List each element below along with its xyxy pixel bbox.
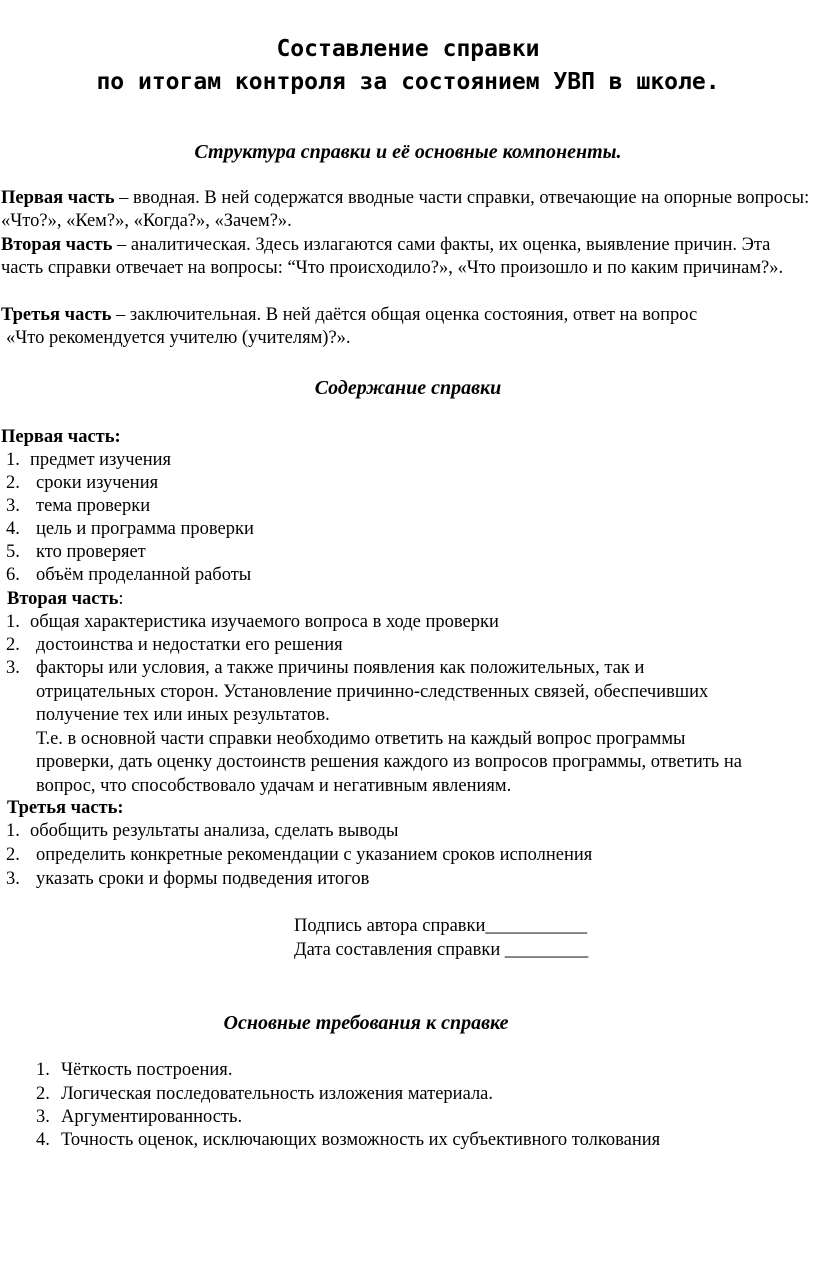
signature-date-line: Дата составления справки _________ [294, 940, 589, 960]
structure-part2-paragraph [1, 234, 813, 281]
requirements-heading: Основные требования к справке [223, 1012, 509, 1034]
structure-part3-paragraph [1, 304, 813, 351]
document-title-line-2: по итогам контроля за состоянием УВП в школе. [96, 69, 720, 95]
structure-part1-label: Первая часть [1, 188, 115, 208]
structure-part3-text2: «Что рекомендуется учителю (учителям)?». [6, 328, 351, 349]
structure-part1-text: – вводная. В ней содержатся вводные части справки, отвечающие на опорные вопросы: «Что?», «Кем?», «Когда?», «Зачем?». [1, 188, 810, 232]
structure-part3-text: – заключительная. В ней даётся общая оценка состояния, ответ на вопрос [111, 305, 698, 325]
document-page: Составление справки по итогам контроля за состоянием УВП в школе. Структура справки и её основные компоненты. Первая часть – вводная. В ней содержатся вводные части справки, отвечающие на опорные вопросы: «Что?», «Кем?», «Когда?», «Зачем?». Вторая часть – аналитическая. Здесь излагаются сами факты, их оценка, выявление причин. Эта часть справки отвечает на вопросы: “Что происходило?», «Что произошло и по каким причинам?». Третья часть – заключительная. В ней даётся общая оценка состояния, ответ на вопрос «Что рекомендуется учителю (учителям)?». Содержание справки Первая часть: 1. предмет изучения 2. сроки изучения 3. тема проверки 4. цель и программа проверки 5. кто проверяет 6. объём проделанной работы Вторая часть: 1. общая характеристика изучаемого вопроса в ходе проверки 2. достоинства и недостатки его решения 3. факторы или условия, а также причины появления как положительных, так и отрицательных сторон. Установление причинно-следственных связей, обеспечивших получение тех или иных результатов. Т.е. в основной части справки необходимо ответить на каждый вопрос программы проверки, дать оценку достоинств решения каждого из вопросов программы, ответить на вопрос, что способствовало удачам и негативным явлениям. Третья часть: 1. обобщить результаты анализа, сделать выводы 2. определить конкретные рекомендации с указанием сроков исполнения 3. указать сроки и формы подведения итогов Подпись автора справки___________ Дата составления справки _________ Основные требования к справке 1. Чёткость построения. 2. Логическая последовательность изложения материала. 3. Аргументированность. 4. Точность оценок, исключающих возможность их субъективного толкования [0, 0, 816, 1270]
structure-heading: Структура справки и её основные компоненты. [194, 141, 622, 163]
content-heading: Содержание справки [314, 377, 502, 399]
structure-part3-label: Третья часть [1, 305, 112, 325]
content-part3-label: Третья часть: [7, 798, 124, 818]
structure-part1-paragraph [1, 187, 813, 234]
document-title-line-1: Составление справки [276, 36, 540, 62]
content-part2-label: Вторая часть: [7, 589, 124, 609]
structure-part2-label: Вторая часть [1, 235, 113, 255]
structure-part2-text: – аналитическая. Здесь излагаются сами факты, их оценка, выявление причин. Эта часть справки отвечает на вопросы: “Что происходило?», «Что произошло и по каким причинам?». [1, 235, 784, 279]
signature-author-line: Подпись автора справки___________ [294, 916, 588, 936]
content-part1-label: Первая часть: [1, 427, 121, 447]
